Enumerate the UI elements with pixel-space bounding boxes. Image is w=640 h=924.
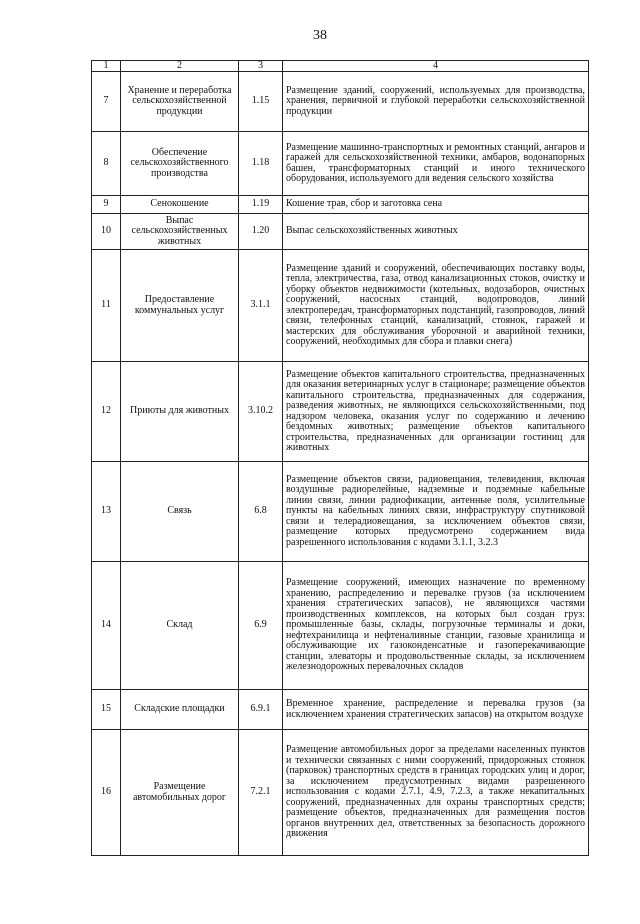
row-code: 1.19	[239, 196, 283, 214]
row-name: Размещение автомобильных дорог	[121, 730, 239, 856]
row-code: 1.20	[239, 214, 283, 250]
header-col-2: 2	[121, 61, 239, 72]
row-code: 6.8	[239, 462, 283, 562]
row-description: Временное хранение, распределение и перевалка грузов (за исключением хранения стратегических запасов) на открытом воздухе	[283, 690, 589, 730]
row-description: Размещение объектов связи, радиовещания, телевидения, включая воздушные радиорелейные, надземные и подземные кабельные линии связи, линии радиофикации, антенные поля, усилительные пункты на кабельных линиях связи, инфраструктуру спутниковой связи и телерадиовещания, за исключением объектов связи, размещение которых предусмотрено содержанием вида разрешенного использования с кодами 3.1.1, 3.2.3	[283, 462, 589, 562]
row-name: Склад	[121, 562, 239, 690]
table-row	[92, 362, 589, 462]
row-code: 6.9.1	[239, 690, 283, 730]
row-name: Приюты для животных	[121, 362, 239, 462]
row-name: Связь	[121, 462, 239, 562]
table-row	[92, 562, 589, 690]
row-description: Кошение трав, сбор и заготовка сена	[283, 196, 589, 214]
row-description: Размещение автомобильных дорог за пределами населенных пунктов и технически связанных с ними сооружений, придорожных стоянок (парковок) транспортных средств в границах городских улиц и дорог, за исключением предусмотренных видами разрешенного использования с кодами 2.7.1, 4.9, 7.2.3, а также некапитальных сооружений, предназначенных для охраны транспортных средств; размещение объектов, предназначенных для размещения постов органов внутренних дел, ответственных за безопасность дорожного движения	[283, 730, 589, 856]
row-number: 7	[92, 72, 121, 132]
page-number: 38	[313, 28, 327, 43]
row-number: 14	[92, 562, 121, 690]
row-description: Размещение сооружений, имеющих назначение по временному хранению, распределению и перевалке грузов (за исключением хранения стратегических запасов), не являющихся частями производственных комплексов, на которых был создан груз: промышленные базы, склады, погрузочные терминалы и доки, нефтехранилища и нефтеналивные станции, газовые хранилища и обслуживающие их газоконденсатные и газоперекачивающие станции, элеваторы и продовольственные склады, за исключением железнодорожных перевалочных складов	[283, 562, 589, 690]
row-code: 6.9	[239, 562, 283, 690]
row-number: 8	[92, 132, 121, 196]
table-row	[92, 462, 589, 562]
header-col-3: 3	[239, 61, 283, 72]
row-name: Обеспечение сельскохозяйственного производства	[121, 132, 239, 196]
row-code: 7.2.1	[239, 730, 283, 856]
row-code: 3.1.1	[239, 250, 283, 362]
row-description: Размещение объектов капитального строительства, предназначенных для оказания ветеринарных услуг в стационаре; размещение объектов капитального строительства, предназначенных для содержания, разведения животных, не являющихся сельскохозяйственными, под надзором человека, оказания услуг по содержанию и лечению бездомных животных; размещение объектов капитального строительства, предназначенных для организации гостиниц для животных	[283, 362, 589, 462]
row-description: Размещение машинно-транспортных и ремонтных станций, ангаров и гаражей для сельскохозяйственной техники, амбаров, водонапорных башен, трансформаторных станций и иного технического оборудования, используемого для ведения сельского хозяйства	[283, 132, 589, 196]
row-number: 13	[92, 462, 121, 562]
row-name: Сенокошение	[121, 196, 239, 214]
table-row	[92, 250, 589, 362]
row-code: 1.15	[239, 72, 283, 132]
table-row	[92, 214, 589, 250]
row-number: 9	[92, 196, 121, 214]
table-row	[92, 72, 589, 132]
row-name: Складские площадки	[121, 690, 239, 730]
row-number: 16	[92, 730, 121, 856]
row-number: 15	[92, 690, 121, 730]
header-col-1: 1	[92, 61, 121, 72]
table-row	[92, 196, 589, 214]
table-row	[92, 690, 589, 730]
table-row	[92, 132, 589, 196]
row-name: Выпас сельскохозяйственных животных	[121, 214, 239, 250]
row-code: 3.10.2	[239, 362, 283, 462]
row-description: Размещение зданий и сооружений, обеспечивающих поставку воды, тепла, электричества, газа, отвод канализационных стоков, очистку и уборку объектов недвижимости (котельных, водозаборов, очистных сооружений, насосных станций, водопроводов, линий электропередач, трансформаторных подстанций, газопроводов, линий связи, телефонных станций, канализаций, стоянок, гаражей и мастерских для обслуживания уборочной и аварийной техники, сооружений, необходимых для сбора и плавки снега)	[283, 250, 589, 362]
row-number: 12	[92, 362, 121, 462]
table-row	[92, 730, 589, 856]
row-code: 1.18	[239, 132, 283, 196]
row-name: Хранение и переработка сельскохозяйственной продукции	[121, 72, 239, 132]
row-number: 11	[92, 250, 121, 362]
table-header-row	[92, 61, 589, 72]
row-description: Размещение зданий, сооружений, используемых для производства, хранения, первичной и глубокой переработки сельскохозяйственной продукции	[283, 72, 589, 132]
row-number: 10	[92, 214, 121, 250]
header-col-4: 4	[283, 61, 589, 72]
row-description: Выпас сельскохозяйственных животных	[283, 214, 589, 250]
land-use-table	[91, 60, 589, 856]
row-name: Предоставление коммунальных услуг	[121, 250, 239, 362]
